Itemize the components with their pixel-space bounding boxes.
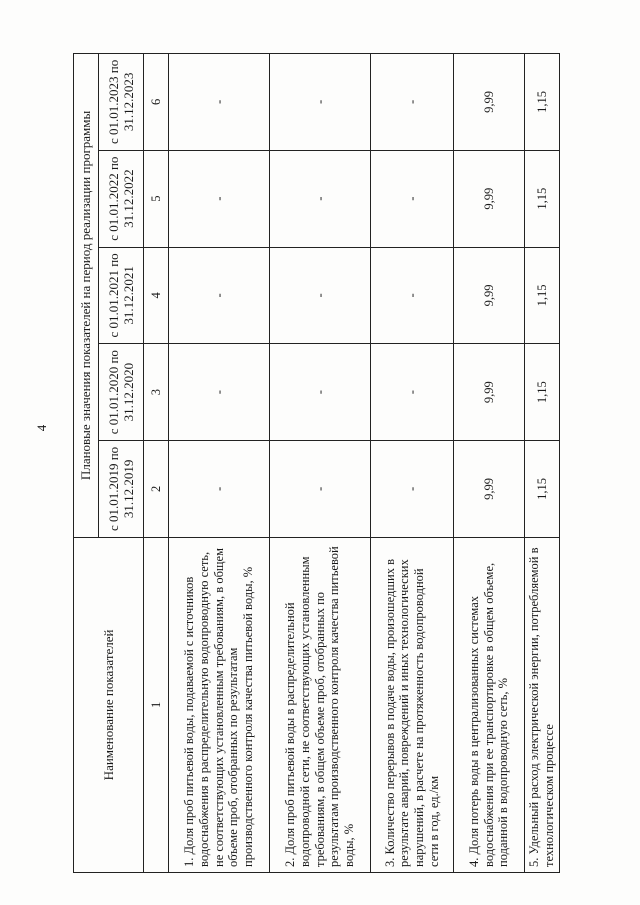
indicator-value: - <box>169 54 270 151</box>
column-number: 4 <box>144 247 169 344</box>
table-row <box>454 54 525 873</box>
indicator-value: 9,99 <box>454 344 525 441</box>
indicator-value: 9,99 <box>454 441 525 538</box>
indicator-value: - <box>371 247 454 344</box>
indicator-value: 1,15 <box>525 54 560 151</box>
indicator-name: 4. Доля потерь воды в централизованных системах водоснабжения при ее транспортировке в общем объеме, поданной в водопроводную сеть, % <box>454 537 525 872</box>
table-row <box>169 54 270 873</box>
indicator-value: 9,99 <box>454 54 525 151</box>
column-number: 3 <box>144 344 169 441</box>
indicator-value: 1,15 <box>525 344 560 441</box>
indicator-name: 5. Удельный расход электрической энергии, потребляемой в технологическом процессе <box>525 537 560 872</box>
indicator-value: - <box>371 54 454 151</box>
header-period: с 01.01.2019 по 31.12.2019 <box>99 441 144 538</box>
indicator-value: 1,15 <box>525 150 560 247</box>
indicator-name: 1. Доля проб питьевой воды, подаваемой с источников водоснабжения в распределительную водопроводную сеть, не соответствующих установленным требованиям, в общем объеме проб, отобранных по результатам производственного контроля качества питьевой воды, % <box>169 537 270 872</box>
indicator-value: - <box>169 344 270 441</box>
header-period: с 01.01.2021 по 31.12.2021 <box>99 247 144 344</box>
page-number: 4 <box>34 424 49 432</box>
indicator-value: - <box>270 441 371 538</box>
indicator-value: - <box>371 344 454 441</box>
table-row <box>270 54 371 873</box>
indicator-value: - <box>169 247 270 344</box>
header-period: с 01.01.2022 по 31.12.2022 <box>99 150 144 247</box>
indicator-value: 1,15 <box>525 247 560 344</box>
indicator-value: - <box>169 150 270 247</box>
column-number: 2 <box>144 441 169 538</box>
rotated-table-container <box>73 53 573 873</box>
column-number: 6 <box>144 54 169 151</box>
indicator-value: - <box>270 344 371 441</box>
header-planned-values: Плановые значения показателей на период реализации программы <box>74 54 99 538</box>
indicator-value: 9,99 <box>454 247 525 344</box>
header-indicator-name: Наименование показателей <box>74 537 144 872</box>
header-period: с 01.01.2023 по 31.12.2023 <box>99 54 144 151</box>
indicator-value: - <box>371 441 454 538</box>
indicator-name: 2. Доля проб питьевой воды в распределительной водопроводной сети, не соответствующих установленным требованиям, в общем объеме проб, отобранных по результатам производственного контроля качества питьевой воды, % <box>270 537 371 872</box>
column-number: 5 <box>144 150 169 247</box>
table-row <box>525 54 560 873</box>
indicator-value: 1,15 <box>525 441 560 538</box>
indicator-value: - <box>270 150 371 247</box>
table-row <box>371 54 454 873</box>
column-number: 1 <box>144 537 169 872</box>
indicator-value: - <box>270 247 371 344</box>
indicator-value: - <box>169 441 270 538</box>
column-number-row <box>144 54 169 873</box>
indicators-table <box>73 53 560 873</box>
indicator-name: 3. Количество перерывов в подаче воды, произошедших в результате аварий, повреждений и иных технологических нарушений, в расчете на протяженность водопроводной сети в год, ед./км <box>371 537 454 872</box>
indicator-value: - <box>371 150 454 247</box>
indicator-value: 9,99 <box>454 150 525 247</box>
indicator-value: - <box>270 54 371 151</box>
header-period: с 01.01.2020 по 31.12.2020 <box>99 344 144 441</box>
